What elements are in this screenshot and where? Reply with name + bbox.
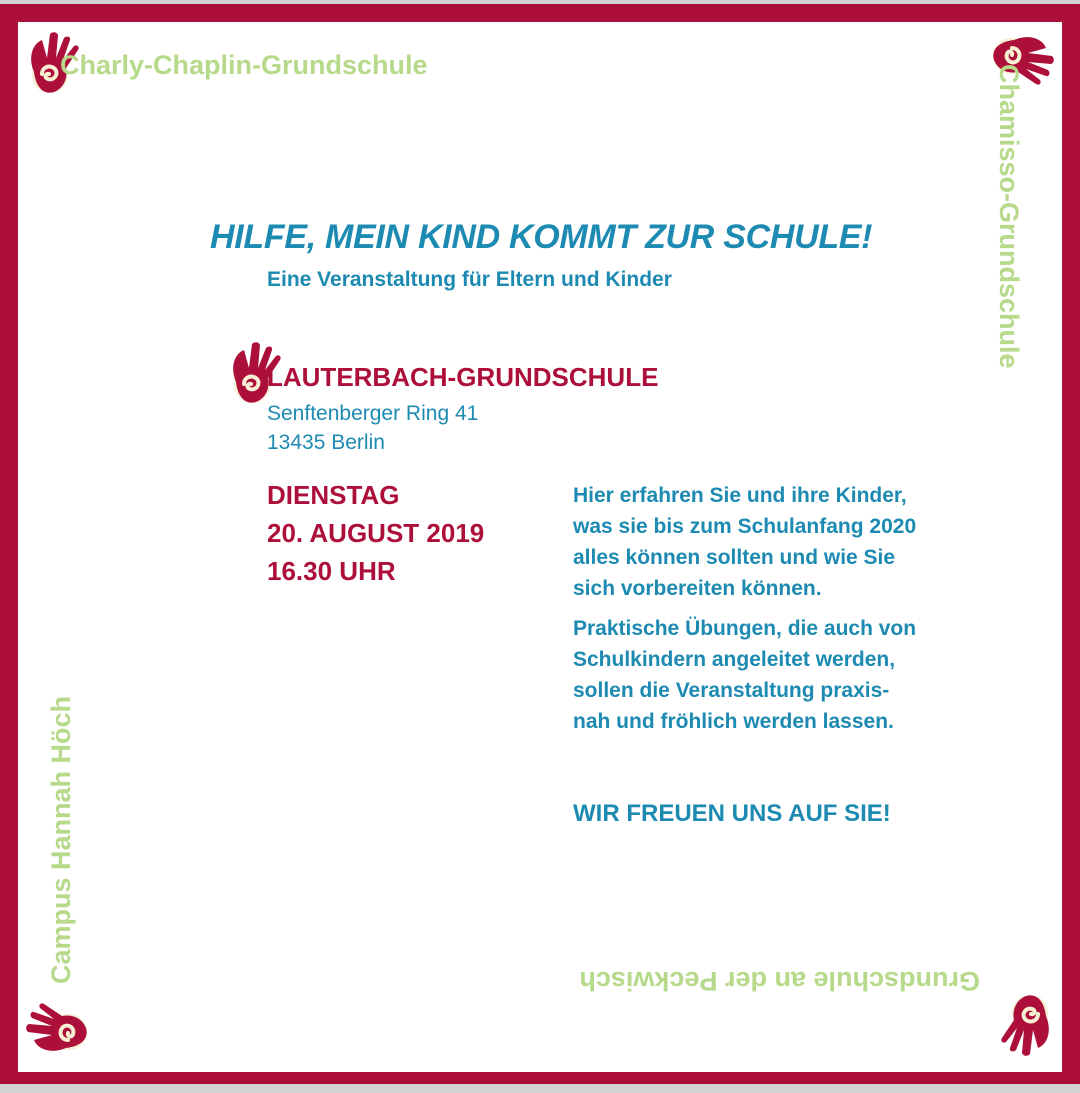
description-line: nah und fröhlich werden lassen.	[573, 710, 894, 733]
event-subline: Eine Veranstaltung für Eltern und Kinder	[267, 268, 672, 291]
school-name-bottom: Grundschule an der Peckwisch	[579, 966, 980, 996]
description-line: sich vorbereiten können.	[573, 577, 822, 600]
event-headline: HILFE, MEIN KIND KOMMT ZUR SCHULE!	[210, 218, 873, 256]
event-description	[573, 480, 993, 746]
hand-logo-icon	[990, 990, 1060, 1060]
venue-city: 13435 Berlin	[267, 431, 385, 454]
description-line: alles können sollten und wie Sie	[573, 546, 896, 569]
description-line: Hier erfahren Sie und ihre Kinder,	[573, 484, 907, 507]
venue-street: Senftenberger Ring 41	[267, 402, 479, 425]
event-time: 16.30 UHR	[267, 556, 396, 586]
closing-line: WIR FREUEN UNS AUF SIE!	[573, 800, 891, 827]
event-day: DIENSTAG	[267, 480, 400, 510]
school-name-top: Charly-Chaplin-Grundschule	[60, 50, 428, 80]
description-line: sollen die Veranstaltung praxis-	[573, 679, 890, 702]
hand-logo-icon	[22, 992, 92, 1062]
description-paragraph-2	[573, 613, 993, 737]
description-line: was sie bis zum Schulanfang 2020	[573, 515, 917, 538]
description-line: Schulkindern angeleitet werden,	[573, 648, 896, 671]
description-paragraph-1	[573, 480, 993, 604]
school-name-right: Chamisso-Grundschule	[994, 64, 1024, 369]
event-date: 20. AUGUST 2019	[267, 518, 485, 548]
venue-name: LAUTERBACH-GRUNDSCHULE	[267, 362, 659, 392]
description-line: Praktische Übungen, die auch von	[573, 617, 917, 640]
school-name-left: Campus Hannah Höch	[46, 695, 76, 984]
